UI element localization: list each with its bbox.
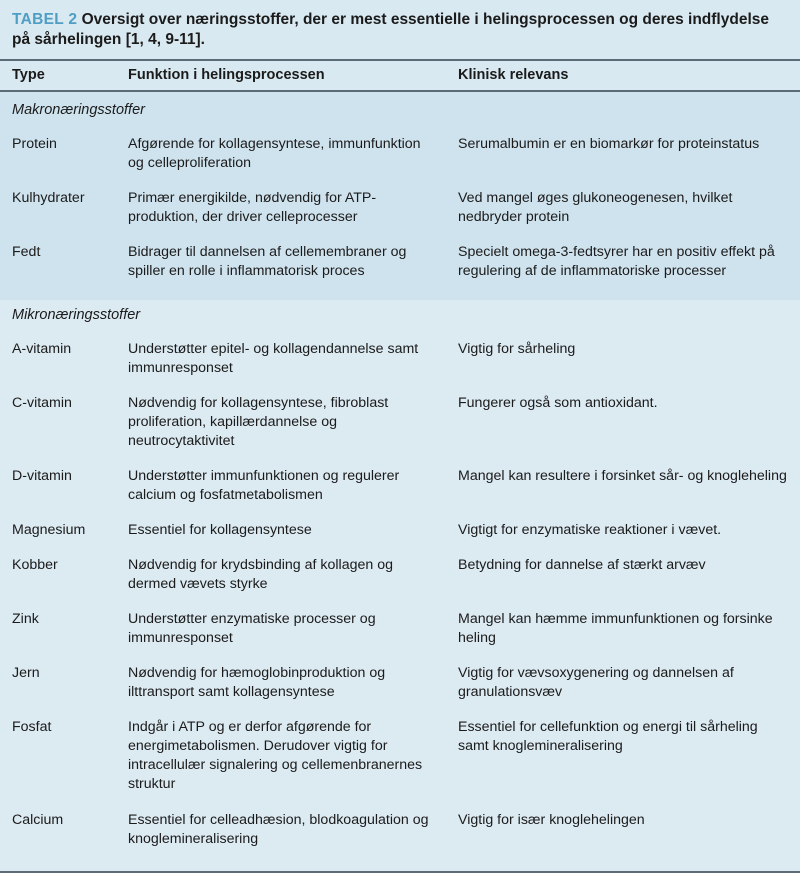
cell-funktion: Essentiel for celleadhæsion, blodkoagulation og knoglemineralisering [116,803,446,857]
cell-funktion: Afgørende for kollagensyntese, immunfunktion og celleproliferation [116,127,446,181]
cell-klinisk: Ved mangel øges glukoneogenesen, hvilket nedbryder protein [446,181,800,235]
table-row [0,548,800,602]
cell-funktion: Primær energikilde, nødvendig for ATP-produktion, der driver celleprocesser [116,181,446,235]
section-header-row [0,300,800,332]
cell-type: A-vitamin [0,332,116,386]
cell-klinisk: Vigtigt for enzymatiske reaktioner i vævet. [446,513,800,548]
cell-type: Kobber [0,548,116,602]
column-header-type: Type [12,66,45,83]
table-row [0,803,800,857]
table-caption-text: Oversigt over næringsstoffer, der er mest essentielle i helingsprocessen og deres indflydelse på sårhelingen [1, 4, 9-11]. [12,11,769,49]
nutrients-table [0,61,800,857]
table-row [0,127,800,181]
table-row [0,710,800,802]
table-row [0,235,800,289]
section-title-mikro: Mikronæringsstoffer [0,300,800,332]
table-body [0,92,800,857]
cell-funktion: Essentiel for kollagensyntese [116,513,446,548]
cell-klinisk: Fungerer også som antioxidant. [446,386,800,459]
cell-klinisk: Serumalbumin er en biomarkør for proteinstatus [446,127,800,181]
cell-funktion: Understøtter enzymatiske processer og immunresponset [116,602,446,656]
section-spacer [0,290,800,300]
table-row [0,459,800,513]
table-row [0,332,800,386]
cell-funktion: Indgår i ATP og er derfor afgørende for energimetabolismen. Derudover vigtig for intracellulær signalering og cellemenbranernes struktur [116,710,446,802]
cell-type: Jern [0,656,116,710]
cell-type: Protein [0,127,116,181]
cell-funktion: Understøtter epitel- og kollagendannelse samt immunresponset [116,332,446,386]
cell-type: Zink [0,602,116,656]
cell-type: D-vitamin [0,459,116,513]
cell-klinisk: Mangel kan hæmme immunfunktionen og forsinke heling [446,602,800,656]
cell-type: Magnesium [0,513,116,548]
table-row [0,602,800,656]
header-row [0,61,800,90]
table-row [0,656,800,710]
cell-type: Fedt [0,235,116,289]
table-caption [0,0,800,57]
cell-funktion: Nødvendig for kollagensyntese, fibroblast proliferation, kapillærdannelse og neutrocytaktivitet [116,386,446,459]
cell-type: Kulhydrater [0,181,116,235]
table-head [0,61,800,92]
cell-klinisk: Essentiel for cellefunktion og energi til sårheling samt knoglemineralisering [446,710,800,802]
cell-funktion: Nødvendig for hæmoglobinproduktion og ilttransport samt kollagensyntese [116,656,446,710]
cell-klinisk: Betydning for dannelse af stærkt arvæv [446,548,800,602]
cell-klinisk: Vigtig for vævsoxygenering og dannelsen af granulationsvæv [446,656,800,710]
column-header-funktion: Funktion i helingsprocessen [128,66,325,83]
footer-spacer [0,857,800,871]
cell-funktion: Bidrager til dannelsen af cellemembraner og spiller en rolle i inflammatorisk proces [116,235,446,289]
cell-type: Fosfat [0,710,116,802]
table-row [0,386,800,459]
cell-klinisk: Specielt omega-3-fedtsyrer har en positiv effekt på regulering af de inflammatoriske processer [446,235,800,289]
section-title-makro: Makronæringsstoffer [0,92,800,127]
cell-klinisk: Vigtig for sårheling [446,332,800,386]
table-row [0,513,800,548]
column-header-klinisk: Klinisk relevans [458,66,569,83]
cell-funktion: Nødvendig for krydsbinding af kollagen og dermed vævets styrke [116,548,446,602]
cell-klinisk: Vigtig for især knoglehelingen [446,803,800,857]
cell-klinisk: Mangel kan resultere i forsinket sår- og knogleheling [446,459,800,513]
cell-type: Calcium [0,803,116,857]
table-number-label: TABEL 2 [12,11,78,28]
cell-type: C-vitamin [0,386,116,459]
section-header-row [0,92,800,127]
cell-funktion: Understøtter immunfunktionen og regulerer calcium og fosfatmetabolismen [116,459,446,513]
table-row [0,181,800,235]
